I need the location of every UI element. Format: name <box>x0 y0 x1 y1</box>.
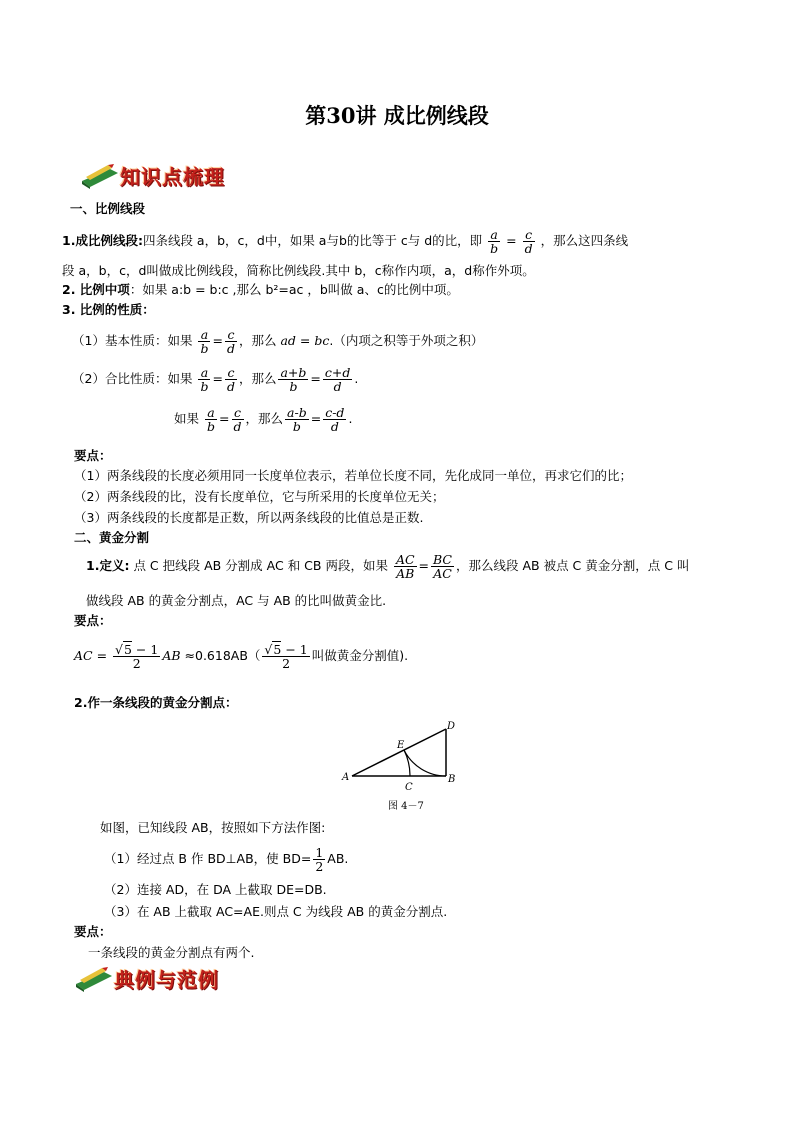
section1-heading: 一、比例线段 <box>70 201 146 216</box>
label-c: C <box>405 782 413 793</box>
equals: = <box>418 558 430 574</box>
keypoints-label: 要点： <box>74 613 112 628</box>
label-e: E <box>397 740 405 751</box>
def-after: ，那么线段 AB 被点 C 黄金分割，点 C 叫 <box>456 558 690 574</box>
construct-step-3: （3）在 AB 上截取 AC=AE.则点 C 为线段 AB 的黄金分割点. <box>104 904 448 919</box>
equals: = <box>212 333 223 349</box>
formula-tail: 叫做黄金分割值). <box>311 648 409 664</box>
construct-step-1 <box>104 846 348 873</box>
golden-definition <box>86 553 689 580</box>
fraction-a-plus-b: $\frac{a+b}{b}$ <box>280 365 307 395</box>
golden-section-figure <box>338 718 468 813</box>
basic-equation: ad = bc <box>280 333 330 349</box>
fraction-a-b: $\frac{a}{b}$ <box>207 405 216 435</box>
basic-prefix: （1）基本性质：如果 <box>72 333 193 349</box>
page-title: 第30讲 成比例线段 <box>305 103 489 128</box>
golden-def-line2: 做线段 AB 的黄金分割点，AC 与 AB 的比叫做黄金比. <box>86 593 387 608</box>
banner-knowledge-text: 知识点梳理 <box>120 165 225 189</box>
def-proportional-line <box>62 228 628 255</box>
step1-tail: AB. <box>327 851 349 867</box>
equals: = <box>310 371 321 387</box>
combo-property-minus <box>174 406 352 433</box>
construct-intro: 如图，已知线段 AB，按照如下方法作图: <box>100 820 326 835</box>
mean-proportional <box>62 280 459 298</box>
properties-label: 3. 比例的性质： <box>62 302 155 317</box>
fraction-c-plus-d: $\frac{c+d}{d}$ <box>324 365 351 395</box>
def-label: 1.成比例线段: <box>62 233 143 249</box>
label-a: A <box>342 772 350 783</box>
mean-label: 2. 比例中项 <box>62 282 130 297</box>
def-text: 四条线段 a，b，c，d中，如果 a与b的比等于 c与 d的比，即 <box>142 233 483 249</box>
fraction-a-b: $\frac{a}{b}$ <box>200 327 209 357</box>
then-text: ，那么 <box>245 411 284 427</box>
pen-book-icon <box>80 163 120 189</box>
label-b: B <box>448 774 456 785</box>
segment-ad <box>352 729 446 776</box>
fraction-golden: $\frac{√5 - 1}{2}$ <box>115 642 159 672</box>
keypoint-final: 一条线段的黄金分割点有两个. <box>88 945 255 960</box>
approx-text: ≈0.618AB（ <box>184 648 261 664</box>
combo-if: 如果 <box>174 411 200 427</box>
keypoints-label: 要点： <box>74 448 112 463</box>
figure-caption: 图 4－7 <box>388 801 424 812</box>
arc-ec <box>404 750 410 776</box>
def-text: 点 C 把线段 AB 分割成 AC 和 CB 两段，如果 <box>133 558 388 574</box>
basic-suffix: .（内项之积等于外项之积） <box>329 333 484 349</box>
basic-mid: ，那么 <box>238 333 277 349</box>
then-text: ，那么 <box>238 371 277 387</box>
combo-property-plus <box>72 366 358 393</box>
basic-property <box>72 328 483 355</box>
fraction-a-minus-b: $\frac{a-b}{b}$ <box>287 405 307 435</box>
equals: = <box>506 233 517 249</box>
mean-text: ：如果 a:b = b:c ,那么 b²=ac ，b叫做 a、c的比例中项。 <box>129 282 459 297</box>
period: . <box>348 411 353 427</box>
keypoints-label: 要点： <box>74 924 112 939</box>
def-after: ，那么这四条线 <box>540 233 629 249</box>
section-banner-examples <box>74 964 219 993</box>
fraction-ac-ab: $\frac{AC}{AB}$ <box>395 552 415 582</box>
keypoint-2: （2）两条线段的比，没有长度单位，它与所采用的长度单位无关； <box>74 489 445 504</box>
banner-examples-text: 典例与范例 <box>114 968 219 992</box>
pen-book-icon <box>74 966 114 992</box>
fraction-a-b: $\frac{a}{b}$ <box>200 365 209 395</box>
fraction-c-d: $\frac{c}{d}$ <box>226 365 235 395</box>
fraction-c-d: $\frac{c}{d}$ <box>226 327 235 357</box>
equals: = <box>219 411 230 427</box>
keypoint-1: （1）两条线段的长度必须用同一长度单位表示，若单位长度不同，先化成同一单位，再求它们的比； <box>74 468 632 483</box>
formula-ab: AB <box>162 648 181 664</box>
fraction-half: $\frac{1}{2}$ <box>315 845 324 875</box>
def-label: 1.定义: <box>86 558 130 574</box>
fraction-a-b: $\frac{a}{b}$ <box>490 227 499 257</box>
fraction-c-d: $\frac{c}{d}$ <box>524 227 533 257</box>
section-banner-knowledge <box>80 161 225 190</box>
fraction-bc-ac: $\frac{BC}{AC}$ <box>433 552 452 582</box>
period: . <box>354 371 359 387</box>
keypoint-3: （3）两条线段的长度都是正数，所以两条线段的比值总是正数. <box>74 510 424 525</box>
construct-heading: 2.作一条线段的黄金分割点： <box>74 695 238 710</box>
combo-prefix: （2）合比性质：如果 <box>72 371 193 387</box>
section2-heading: 二、黄金分割 <box>74 530 150 545</box>
equals: = <box>310 411 322 427</box>
equals: = <box>212 371 223 387</box>
def-line2: 段 a，b，c，d叫做成比例线段，简称比例线段.其中 b，c称作内项，a，d称作外项。 <box>62 263 535 278</box>
golden-formula <box>74 643 408 670</box>
step1-text: （1）经过点 B 作 BD⊥AB，使 BD= <box>104 851 312 867</box>
fraction-c-d: $\frac{c}{d}$ <box>233 405 242 435</box>
fraction-c-minus-d: $\frac{c-d}{d}$ <box>325 405 345 435</box>
fraction-golden-value: $\frac{√5 - 1}{2}$ <box>264 642 308 672</box>
construct-step-2: （2）连接 AD，在 DA 上截取 DE=DB. <box>104 882 327 897</box>
label-d: D <box>447 721 456 732</box>
formula-ac: AC = <box>74 648 108 664</box>
